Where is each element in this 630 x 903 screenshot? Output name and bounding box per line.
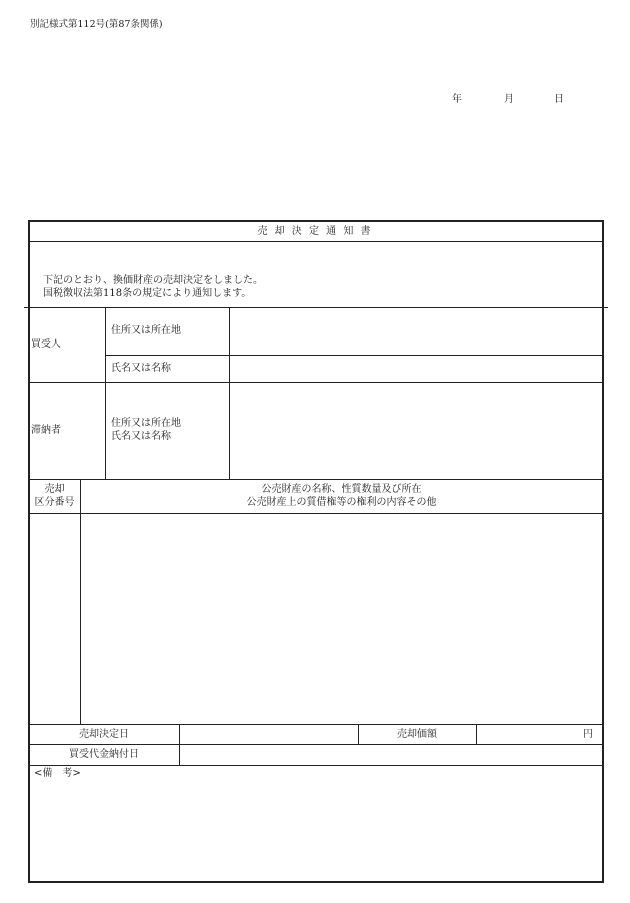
- property-description-label-2: 公売財産上の質借権等の権利の内容その他: [246, 497, 437, 508]
- date-day: 日: [554, 94, 564, 105]
- section-number-label-1: 売却: [44, 484, 65, 495]
- delinquent-name-label: 氏名又は名称: [111, 431, 171, 442]
- date-year: 年: [452, 94, 462, 105]
- sale-price-label: 売却価額: [397, 729, 437, 740]
- buyer-address-label: 住所又は所在地: [111, 325, 181, 336]
- intro-line-1: 下記のとおり、換価財産の売却決定をしました。: [43, 275, 263, 286]
- intro-line-2: 国税徴収法第118条の規定により通知します。: [43, 288, 252, 299]
- document-title: 売 却 決 定 通 知 書: [257, 226, 373, 237]
- form-reference: 別記様式第112号(第87条関係): [30, 19, 163, 30]
- date-month: 月: [504, 94, 514, 105]
- section-number-label-2: 区分番号: [34, 497, 75, 508]
- payment-date-label: 買受代金納付日: [69, 749, 139, 760]
- delinquent-label: 滞納者: [31, 425, 61, 436]
- buyer-label: 買受人: [31, 339, 61, 350]
- property-description-label-1: 公売財産の名称、性質数量及び所在: [261, 484, 422, 495]
- buyer-name-label: 氏名又は名称: [111, 363, 171, 374]
- delinquent-address-label: 住所又は所在地: [111, 418, 181, 429]
- remarks-label: <備 考>: [34, 768, 81, 779]
- sale-decision-date-label: 売却決定日: [79, 729, 129, 740]
- currency-unit: 円: [583, 729, 593, 740]
